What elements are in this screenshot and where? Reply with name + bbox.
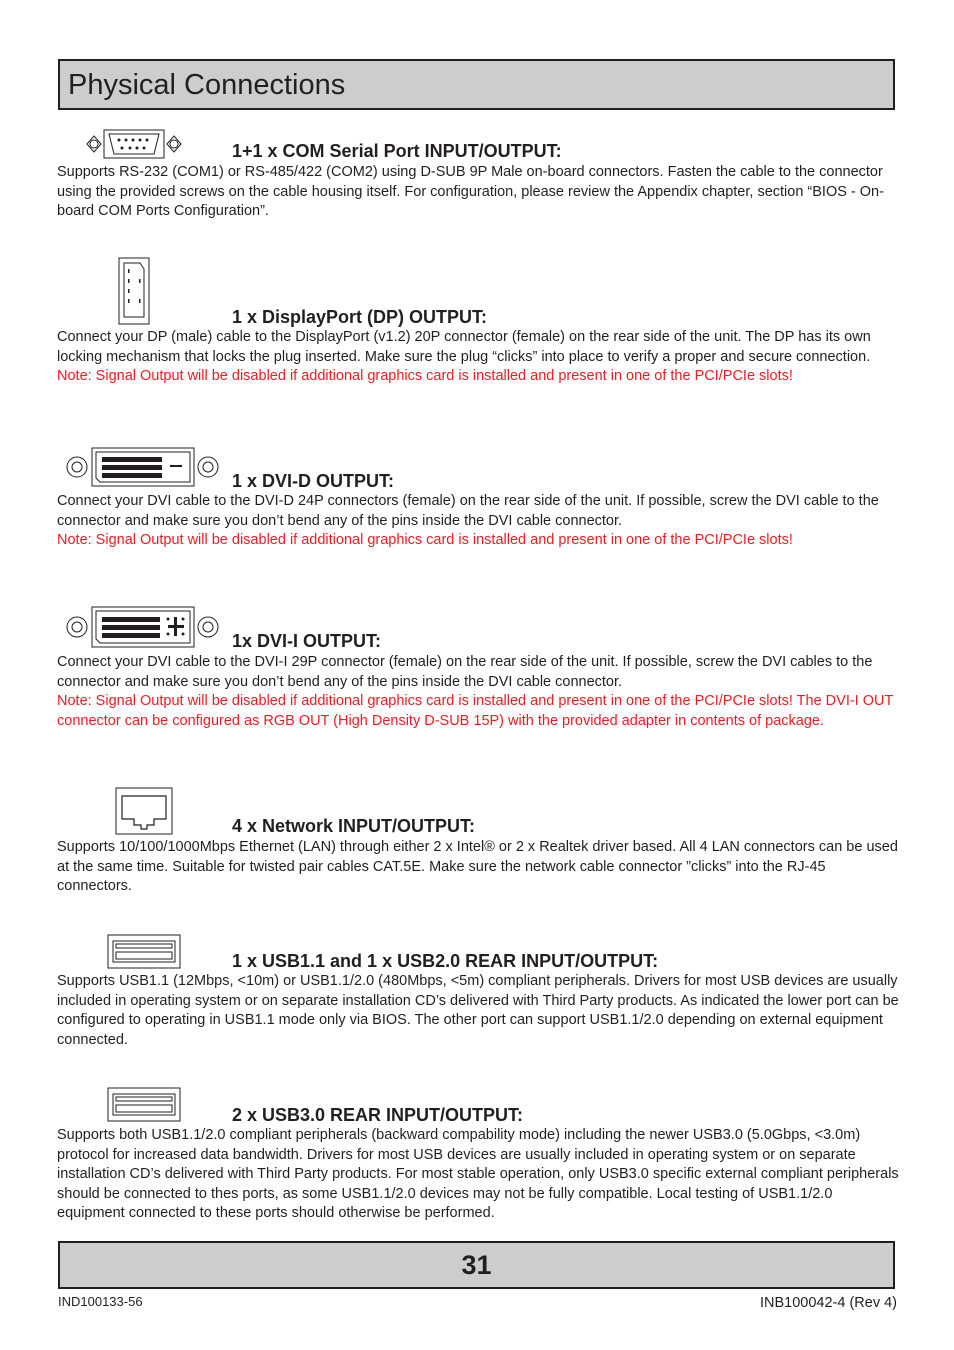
- section-heading-dvi-d: 1 x DVI-D OUTPUT:: [232, 471, 395, 491]
- section-note-dvi-d: Note: Signal Output will be disabled if additional graphics card is installed and present in one of the PCI/PCIe slots!: [57, 532, 793, 548]
- document-code-right: INB100042-4 (Rev 4): [759, 1295, 897, 1311]
- section-body-network: [57, 838, 899, 897]
- section-heading-dvi-i: 1x DVI-I OUTPUT:: [232, 631, 382, 651]
- rj45-network-port-icon: [115, 787, 173, 835]
- dvi-d-connector-icon: [64, 446, 222, 490]
- section-note-dvi-i: Note: Signal Output will be disabled if additional graphics card is installed and present in one of the PCI/PCIe slots! The DVI-I OUT connector can be configured as RGB OUT (High Density D-SUB 15P) with the provided adapter in contents of package.: [57, 693, 894, 729]
- section-heading-usb2: 1 x USB1.1 and 1 x USB2.0 REAR INPUT/OUTPUT:: [232, 951, 659, 971]
- section-body-usb3: [57, 1126, 899, 1224]
- section-body-usb2: [57, 972, 899, 1050]
- db9-serial-connector-icon: [84, 128, 184, 162]
- page-title-bar: [58, 59, 895, 110]
- usb3-port-icon: [107, 1087, 183, 1123]
- section-text-com: Supports RS-232 (COM1) or RS-485/422 (COM2) using D-SUB 9P Male on-board connectors. Fasten the cable to the connector using the provided screws on the cable housing itself. For configuration, please review the Appendix chapter, section “BIOS - On-board COM Ports Configuration”.: [57, 164, 884, 219]
- section-text-dp: Connect your DP (male) cable to the DisplayPort (v1.2) 20P connector (female) on the rear side of the unit. The DP has its own locking mechanism that locks the plug inserted. Make sure the plug “clicks” into place to verify a proper and secure connection.: [57, 329, 871, 365]
- section-text-usb2: Supports USB1.1 (12Mbps, <10m) or USB1.1/2.0 (480Mbps, <5m) compliant peripherals. Drivers for most USB devices are usually included in operating system or on separate installation CD’s delivered with Third Party products. As indicated the lower port can be configured to operating in USB1.1 mode only via BIOS. The other port can support USB1.1/2.0 depending on external equipment connected.: [57, 973, 899, 1048]
- section-text-usb3: Supports both USB1.1/2.0 compliant peripherals (backward compability mode) including the newer USB3.0 (5.0Gbps, <3.0m) protocol for increased data bandwidth. Drivers for most USB devices are usually included in operating system or on separate installation CD’s delivered with Third Party products. For most stable operation, only USB3.0 specific external compliant peripherals should be connected to thes ports, as some USB1.1/2.0 devices may not be fully compatible. Local testing of USB1.1/2.0 equipment connected to these ports should otherwise be performed.: [57, 1127, 899, 1221]
- section-heading-usb3: 2 x USB3.0 REAR INPUT/OUTPUT:: [232, 1105, 524, 1125]
- section-note-dp: Note: Signal Output will be disabled if additional graphics card is installed and present in one of the PCI/PCIe slots!: [57, 368, 793, 384]
- section-body-dvi-i: [57, 653, 899, 731]
- section-body-dvi-d: [57, 492, 899, 551]
- usb2-port-icon: [107, 934, 183, 970]
- section-body-com: [57, 163, 899, 222]
- dvi-i-connector-icon: [64, 605, 222, 649]
- document-code-left: IND100133-56: [58, 1294, 143, 1309]
- section-heading-dp: 1 x DisplayPort (DP) OUTPUT:: [232, 307, 488, 327]
- page-number: 31: [461, 1250, 492, 1280]
- page-title: Physical Connections: [68, 69, 346, 101]
- section-body-dp: [57, 328, 899, 387]
- section-text-network: Supports 10/100/1000Mbps Ethernet (LAN) through either 2 x Intel® or 2 x Realtek driver based. All 4 LAN connectors can be used at the same time. Suitable for twisted pair cables CAT.5E. Make sure the network cable connector ”clicks” into the RJ-45 connectors.: [57, 839, 898, 894]
- section-heading-network: 4 x Network INPUT/OUTPUT:: [232, 816, 476, 836]
- section-text-dvi-i: Connect your DVI cable to the DVI-I 29P connector (female) on the rear side of the unit. If possible, screw the DVI cables to the connector and make sure you don’t bend any of the pins inside the DVI cable connector.: [57, 654, 873, 690]
- page-number-bar: [58, 1241, 895, 1289]
- section-heading-com: 1+1 x COM Serial Port INPUT/OUTPUT:: [232, 141, 562, 161]
- section-text-dvi-d: Connect your DVI cable to the DVI-D 24P connectors (female) on the rear side of the unit. If possible, screw the DVI cable to the connector and make sure you don’t bend any of the pins inside the DVI cable connector.: [57, 493, 879, 529]
- displayport-connector-icon: [118, 257, 150, 325]
